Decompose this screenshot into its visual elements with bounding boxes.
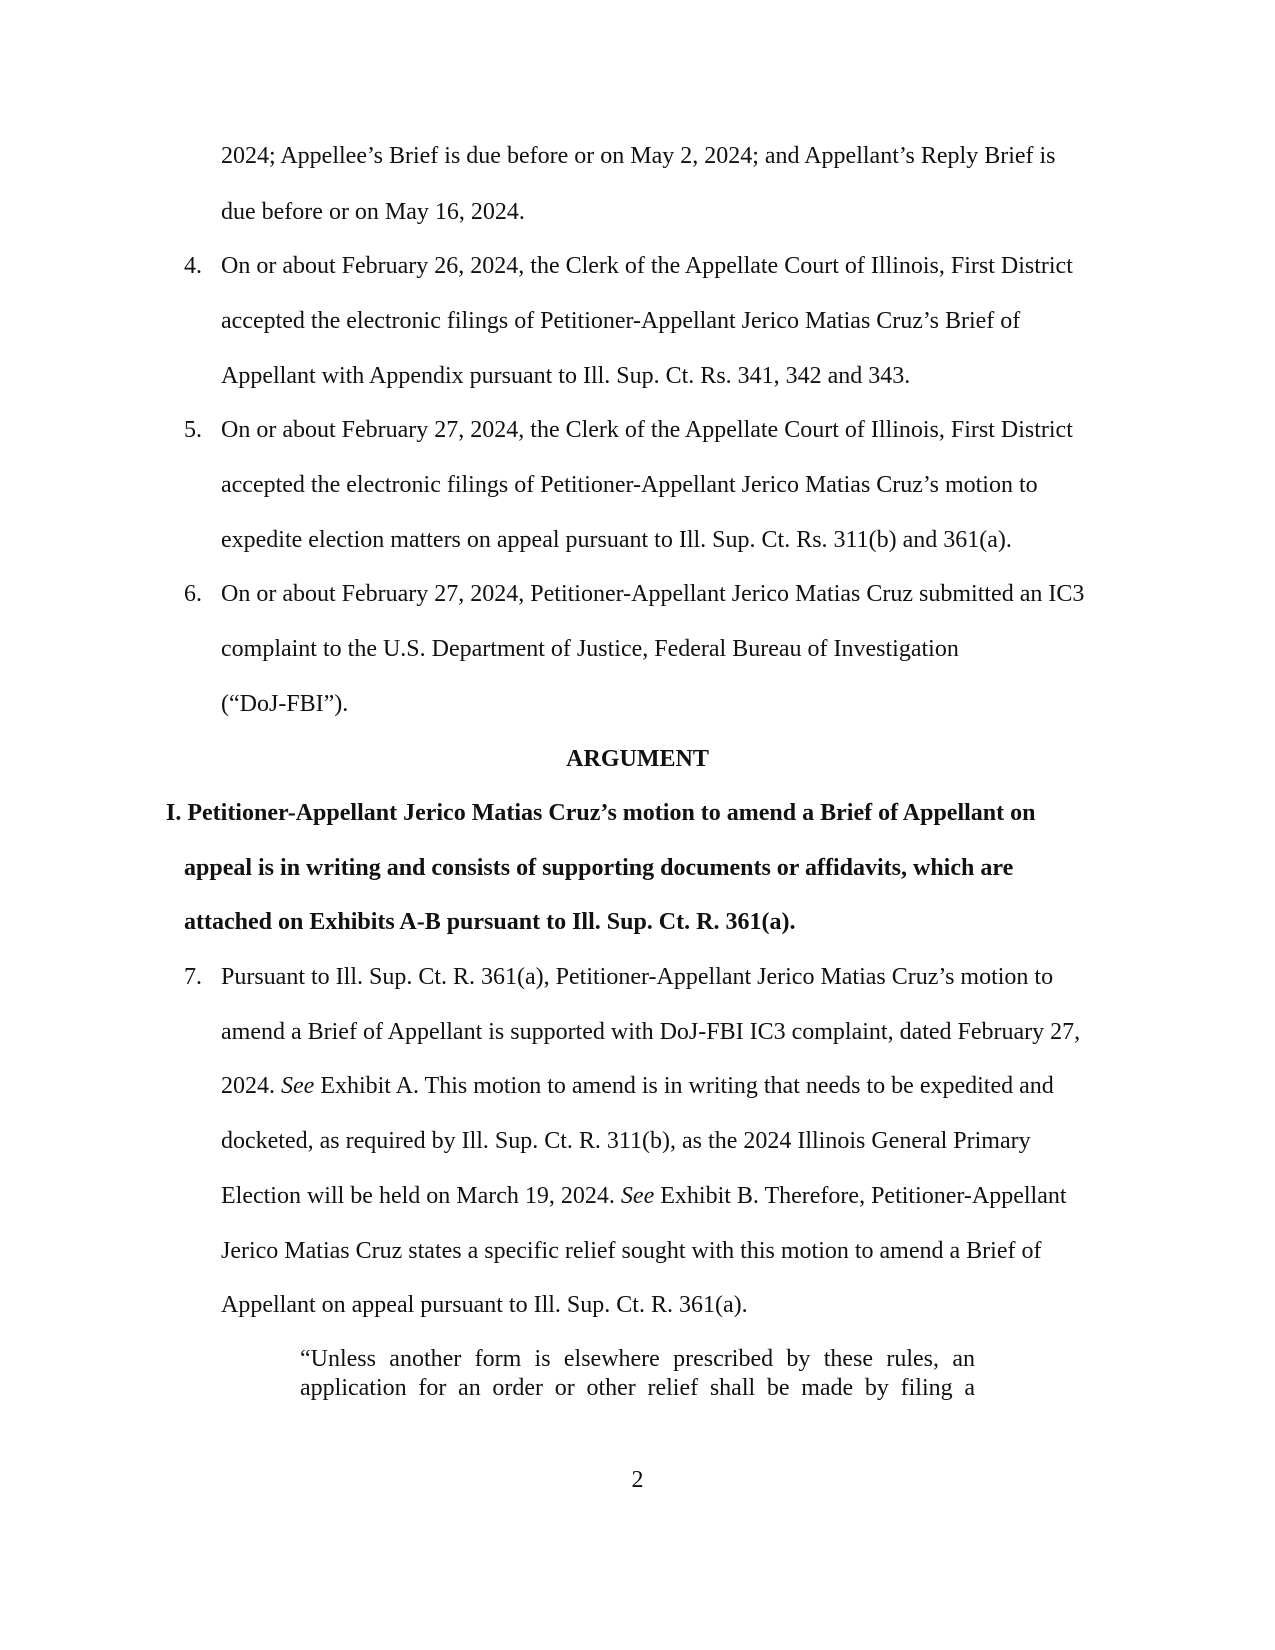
section-heading-line-1: I. Petitioner-Appellant Jerico Matias Cruz’s motion to amend a Brief of Appellant on [166, 800, 1036, 826]
argument-heading: ARGUMENT [566, 746, 709, 772]
item-4-line-2: accepted the electronic filings of Petitioner-Appellant Jerico Matias Cruz’s Brief of [221, 308, 1021, 334]
item-6-line-1: On or about February 27, 2024, Petitioner-Appellant Jerico Matias Cruz submitted an IC3 [221, 581, 1085, 607]
item-7-line-2: amend a Brief of Appellant is supported with DoJ-FBI IC3 complaint, dated February 27, [221, 1019, 1081, 1045]
item-7-line-5 [221, 1181, 1067, 1211]
item-7-line-3-part-b: Exhibit A. This motion to amend is in writing that needs to be expedited and [314, 1073, 1054, 1099]
item-7-line-4: docketed, as required by Ill. Sup. Ct. R. 311(b), as the 2024 Illinois General Primary [221, 1128, 1031, 1154]
item-6-line-2: complaint to the U.S. Department of Justice, Federal Bureau of Investigation [221, 636, 959, 662]
page-number: 2 [631, 1467, 644, 1493]
item-7-line-1: Pursuant to Ill. Sup. Ct. R. 361(a), Petitioner-Appellant Jerico Matias Cruz’s motion to [221, 964, 1054, 990]
item-7-line-7: Appellant on appeal pursuant to Ill. Sup. Ct. R. 361(a). [221, 1292, 748, 1318]
item-7-line-3-see: See [281, 1073, 315, 1099]
item-7-number: 7. [184, 964, 202, 990]
item-7-line-6: Jerico Matias Cruz states a specific relief sought with this motion to amend a Brief of [221, 1238, 1042, 1264]
section-heading-line-2: appeal is in writing and consists of supporting documents or affidavits, which are [184, 855, 1014, 881]
item-6-number: 6. [184, 581, 202, 607]
item-4-line-3: Appellant with Appendix pursuant to Ill. Sup. Ct. Rs. 341, 342 and 343. [221, 363, 911, 389]
item-6-line-3: (“DoJ-FBI”). [221, 691, 349, 717]
item-7-line-5-part-a: Election will be held on March 19, 2024. [221, 1183, 621, 1209]
item-5-line-3: expedite election matters on appeal pursuant to Ill. Sup. Ct. Rs. 311(b) and 361(a). [221, 527, 1012, 553]
item-7-line-5-part-b: Exhibit B. Therefore, Petitioner-Appellant [654, 1183, 1067, 1209]
item-5-line-1: On or about February 27, 2024, the Clerk of the Appellate Court of Illinois, First District [221, 417, 1073, 443]
block-quote [300, 1345, 975, 1403]
section-heading-line-3: attached on Exhibits A-B pursuant to Ill. Sup. Ct. R. 361(a). [184, 909, 796, 935]
item-4-line-1: On or about February 26, 2024, the Clerk of the Appellate Court of Illinois, First District [221, 253, 1073, 279]
block-quote-line-2: application for an order or other relief shall be made by filing a [300, 1375, 975, 1401]
item-4-number: 4. [184, 253, 202, 279]
item-7-line-5-see: See [620, 1183, 655, 1209]
carryover-line-2: due before or on May 16, 2024. [221, 199, 525, 225]
item-7-line-3 [221, 1071, 1054, 1101]
item-7-line-3-part-a: 2024. [221, 1073, 281, 1099]
block-quote-line-1: “Unless another form is elsewhere prescribed by these rules, an [300, 1346, 975, 1372]
item-5-number: 5. [184, 417, 202, 443]
item-5-line-2: accepted the electronic filings of Petitioner-Appellant Jerico Matias Cruz’s motion to [221, 472, 1038, 498]
carryover-line-1: 2024; Appellee’s Brief is due before or on May 2, 2024; and Appellant’s Reply Brief is [221, 143, 1056, 169]
